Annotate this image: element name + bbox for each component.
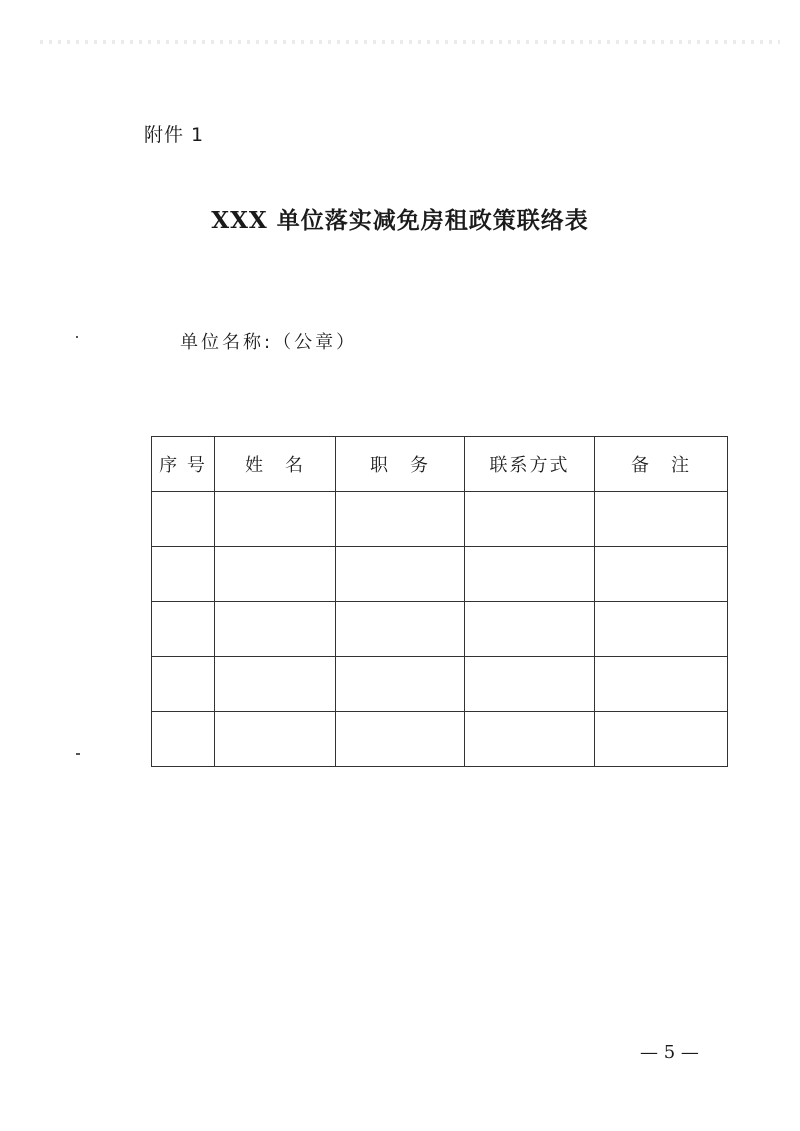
- table-cell[interactable]: [215, 657, 336, 712]
- table-cell[interactable]: [595, 602, 728, 657]
- unit-name-label: 单位名称:（公章）: [180, 332, 358, 353]
- document-title: XXX 单位落实减免房租政策联络表: [211, 207, 589, 234]
- table-header-row: [152, 437, 728, 492]
- table-cell[interactable]: [152, 657, 215, 712]
- table-cell[interactable]: [215, 547, 336, 602]
- scan-speck: [76, 753, 80, 755]
- table-row: [152, 657, 728, 712]
- header-remarks: 备 注: [595, 437, 728, 492]
- table-cell[interactable]: [595, 712, 728, 767]
- table-cell[interactable]: [595, 657, 728, 712]
- header-index: 序 号: [152, 437, 215, 492]
- table-cell[interactable]: [215, 492, 336, 547]
- header-name: 姓 名: [215, 437, 336, 492]
- table-row: [152, 602, 728, 657]
- table-cell[interactable]: [465, 602, 595, 657]
- table-cell[interactable]: [595, 492, 728, 547]
- table-cell[interactable]: [152, 492, 215, 547]
- table-cell[interactable]: [465, 657, 595, 712]
- scan-speck: [76, 336, 78, 338]
- table-cell[interactable]: [152, 712, 215, 767]
- table-cell[interactable]: [336, 657, 465, 712]
- table-cell[interactable]: [215, 602, 336, 657]
- attachment-label: 附件 1: [144, 124, 205, 146]
- header-contact: 联系方式: [465, 437, 595, 492]
- table-cell[interactable]: [465, 492, 595, 547]
- page-number: — 5 —: [640, 1042, 699, 1063]
- scan-artifact: [40, 40, 780, 44]
- table-cell[interactable]: [336, 547, 465, 602]
- table-cell[interactable]: [152, 602, 215, 657]
- table-cell[interactable]: [336, 602, 465, 657]
- table-cell[interactable]: [595, 547, 728, 602]
- table-row: [152, 547, 728, 602]
- table-cell[interactable]: [152, 547, 215, 602]
- table-cell[interactable]: [336, 712, 465, 767]
- contact-table: [151, 436, 728, 767]
- table-row: [152, 712, 728, 767]
- table-cell[interactable]: [465, 712, 595, 767]
- table-cell[interactable]: [336, 492, 465, 547]
- table-cell[interactable]: [465, 547, 595, 602]
- table-row: [152, 492, 728, 547]
- table-cell[interactable]: [215, 712, 336, 767]
- header-position: 职 务: [336, 437, 465, 492]
